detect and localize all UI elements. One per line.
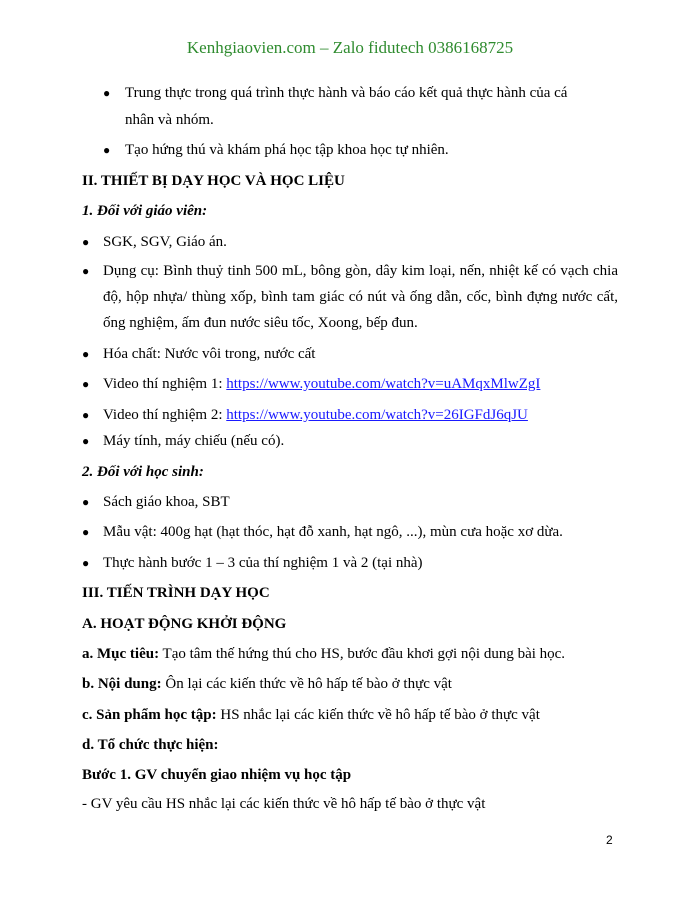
bullet-icon: ● bbox=[82, 347, 90, 361]
bullet-icon: ● bbox=[82, 264, 90, 278]
step-1-text: - GV yêu cầu HS nhắc lại các kiến thức về hô hấp tế bào ở thực vật bbox=[82, 796, 486, 812]
video-1-link[interactable]: https://www.youtube.com/watch?v=uAMqxMlwZgI bbox=[226, 376, 541, 392]
video-1-label: Video thí nghiệm 1: bbox=[103, 376, 227, 392]
objective-text: Tạo tâm thế hứng thú cho HS, bước đầu khơi gợi nội dung bài học. bbox=[159, 646, 566, 662]
teacher-item-video-1 bbox=[103, 374, 618, 394]
content-text: Ôn lại các kiến thức về hô hấp tế bào ở thực vật bbox=[161, 676, 452, 692]
bullet-icon: ● bbox=[82, 556, 90, 570]
header-site[interactable]: Kenhgiaovien.com bbox=[186, 38, 316, 57]
bullet-icon: ● bbox=[82, 377, 90, 391]
student-heading: 2. Đối với học sinh: bbox=[82, 464, 204, 480]
page-header bbox=[0, 38, 700, 58]
bullet-icon: ● bbox=[103, 143, 111, 157]
section-2-title: II. THIẾT BỊ DẠY HỌC VÀ HỌC LIỆU bbox=[82, 173, 345, 189]
section-3-title: III. TIẾN TRÌNH DẠY HỌC bbox=[82, 585, 270, 601]
product-line bbox=[82, 705, 618, 725]
objective-item-2: Tạo hứng thú và khám phá học tập khoa học tự nhiên. bbox=[125, 142, 449, 158]
bullet-icon: ● bbox=[82, 525, 90, 539]
product-text: HS nhắc lại các kiến thức về hô hấp tế bào ở thực vật bbox=[216, 707, 540, 723]
header-contact: Zalo fidutech 0386168725 bbox=[332, 38, 514, 57]
student-item-2: Mẫu vật: 400g hạt (hạt thóc, hạt đỗ xanh, hạt ngô, ...), mùn cưa hoặc xơ dừa. bbox=[103, 524, 563, 540]
video-2-link[interactable]: https://www.youtube.com/watch?v=26IGFdJ6qJU bbox=[226, 407, 528, 423]
objective-item-1-line-1: Trung thực trong quá trình thực hành và báo cáo kết quả thực hành của cá bbox=[125, 85, 568, 101]
bullet-icon: ● bbox=[82, 434, 90, 448]
video-2-label: Video thí nghiệm 2: bbox=[103, 407, 227, 423]
product-label: c. Sản phẩm học tập: bbox=[82, 707, 217, 723]
step-1-heading: Bước 1. GV chuyển giao nhiệm vụ học tập bbox=[82, 767, 352, 783]
teacher-item-1: SGK, SGV, Giáo án. bbox=[103, 234, 227, 250]
teacher-item-video-2 bbox=[103, 405, 618, 425]
teacher-item-2: Dụng cụ: Bình thuỷ tinh 500 mL, bông gòn, dây kim loại, nến, nhiệt kế có vạch chia độ, hộp nhựa/ thùng xốp, bình tam giác có nút và ống dẫn, cốc, bình đựng nước cất, ống nghiệm, ấm đun nước siêu tốc, Xoong, bếp đun. bbox=[103, 263, 618, 331]
objective-line bbox=[82, 644, 618, 664]
content-label: b. Nội dung: bbox=[82, 676, 162, 692]
teacher-item-3: Hóa chất: Nước vôi trong, nước cất bbox=[103, 346, 316, 362]
objective-item-1-line-2: nhân và nhóm. bbox=[125, 112, 214, 128]
teacher-item-6: Máy tính, máy chiếu (nếu có). bbox=[103, 433, 285, 449]
content-line bbox=[82, 674, 618, 694]
page-number: 2 bbox=[606, 833, 613, 847]
header-separator: – bbox=[315, 38, 333, 57]
teacher-heading: 1. Đối với giáo viên: bbox=[82, 203, 208, 219]
student-item-3: Thực hành bước 1 – 3 của thí nghiệm 1 và 2 (tại nhà) bbox=[103, 555, 423, 571]
objective-label: a. Mục tiêu: bbox=[82, 646, 160, 662]
bullet-icon: ● bbox=[103, 86, 111, 100]
bullet-icon: ● bbox=[82, 495, 90, 509]
bullet-icon: ● bbox=[82, 235, 90, 249]
activity-title: A. HOẠT ĐỘNG KHỞI ĐỘNG bbox=[82, 616, 287, 632]
organization-heading: d. Tổ chức thực hiện: bbox=[82, 737, 219, 753]
student-item-1: Sách giáo khoa, SBT bbox=[103, 494, 230, 510]
bullet-icon: ● bbox=[82, 408, 90, 422]
